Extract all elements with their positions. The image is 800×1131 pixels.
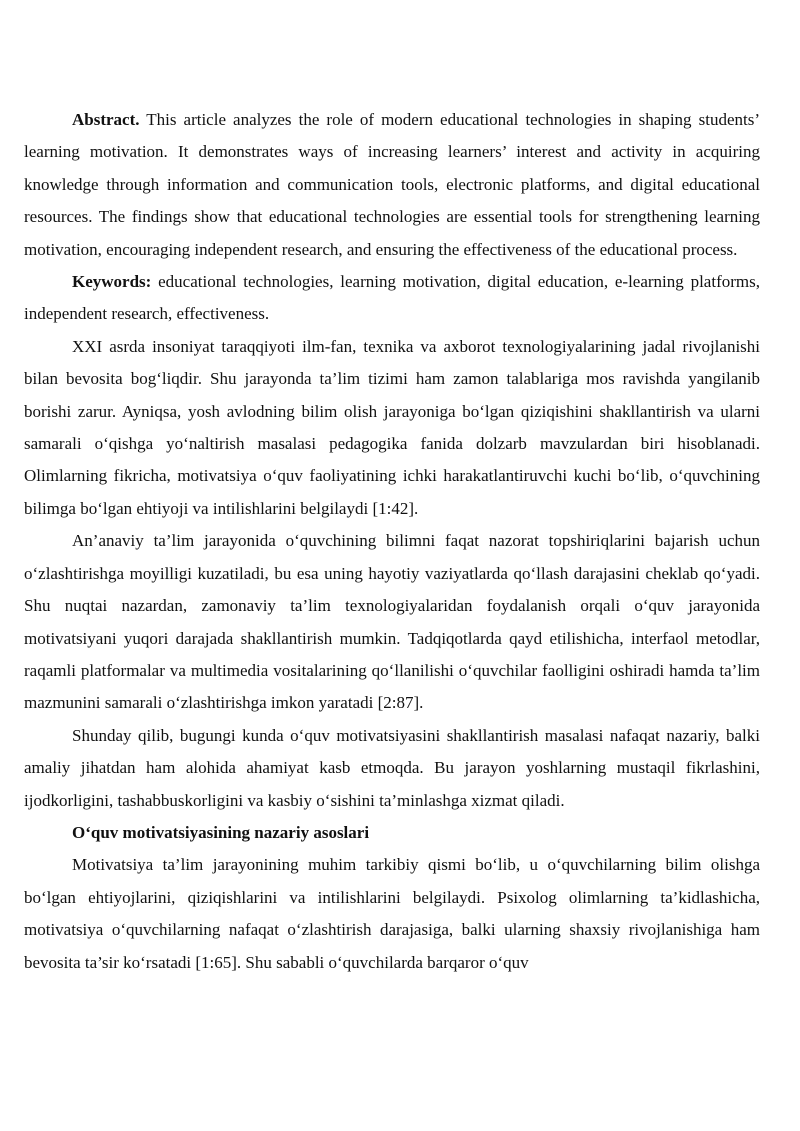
section-heading-text: O‘quv motivatsiyasining nazariy asoslari — [72, 822, 370, 842]
body-paragraph-1: XXI asrda insoniyat taraqqiyoti ilm-fan, texnika va axborot texnologiyalarining jadal rivojlanishi bilan bevosita bog‘liqdir. Shu jarayonda ta’lim tizimi ham zamon talablariga mos ravishda yangilanib borishi zarur. Ayniqsa, yosh avlodning bilim olish jarayoniga bo‘lgan qiziqishini shakllantirish va ularni samarali o‘qishga yo‘naltirish masalasi pedagogika fanida dolzarb mavzulardan biri hisoblanadi. Olimlarning fikricha, motivatsiya o‘quv faoliyatining ichki harakatlantiruvchi kuchi bo‘lib, o‘quvchining bilimga bo‘lgan ehtiyoji va intilishlarini belgilaydi [1:42]. — [24, 336, 760, 518]
body-paragraph-3: Shunday qilib, bugungi kunda o‘quv motivatsiyasini shakllantirish masalasi nafaqat nazariy, balki amaliy jihatdan ham alohida ahamiyat kasb etmoqda. Bu jarayon yoshlarning mustaqil fikrlashini, ijodkorligini, tashabbuskorligini va kasbiy o‘sishini ta’minlashga xizmat qiladi. — [24, 725, 760, 810]
body-paragraph-2: An’anaviy ta’lim jarayonida o‘quvchining bilimni faqat nazorat topshiriqlarini bajarish uchun o‘zlashtirishga moyilligi kuzatiladi, bu esa uning hayotiy vaziyatlarda qo‘llash darajasini cheklab qo‘yadi. Shu nuqtai nazardan, zamonaviy ta’lim texnologiyalaridan foydalanish orqali o‘quv jarayonida motivatsiyani yuqori darajada shakllantirish mumkin. Tadqiqotlarda qayd etilishicha, interfaol metodlar, raqamli platformalar va multimedia vositalarining qo‘llanilishi o‘quvchilar faolligini oshiradi hamda ta’lim mazmunini samarali o‘zlashtirishga imkon yaratadi [2:87]. — [24, 531, 760, 713]
keywords-label: Keywords: — [72, 272, 152, 292]
section-paragraph: Motivatsiya ta’lim jarayonining muhim tarkibiy qismi bo‘lib, u o‘quvchilarning bilim olishga bo‘lgan ehtiyojlarini, qiziqishlarini va intilishlarini belgilaydi. Psixolog olimlarning ta’kidlashicha, motivatsiya o‘quvchilarning nafaqat o‘zlashtirish darajasiga, balki ularning shaxsiy rivojlanishiga ham bevosita ta’sir ko‘rsatadi [1:65]. Shu sababli o‘quvchilarda barqaror o‘quv — [24, 855, 760, 972]
abstract-label: Abstract. — [72, 110, 140, 129]
abstract-paragraph — [24, 104, 760, 266]
keywords-text: educational technologies, learning motivation, digital education, e-learning platforms, independent research, effectiveness. — [24, 272, 760, 324]
keywords-paragraph — [24, 266, 760, 331]
abstract-text: This article analyzes the role of modern educational technologies in shaping students’ learning motivation. It demonstrates ways of increasing learners’ interest and activity in acquiring knowledge through information and communication tools, electronic platforms, and digital educational resources. The findings show that educational technologies are essential tools for strengthening learning motivation, encouraging independent research, and ensuring the effectiveness of the educational process. — [24, 110, 760, 259]
section-heading — [24, 817, 760, 849]
